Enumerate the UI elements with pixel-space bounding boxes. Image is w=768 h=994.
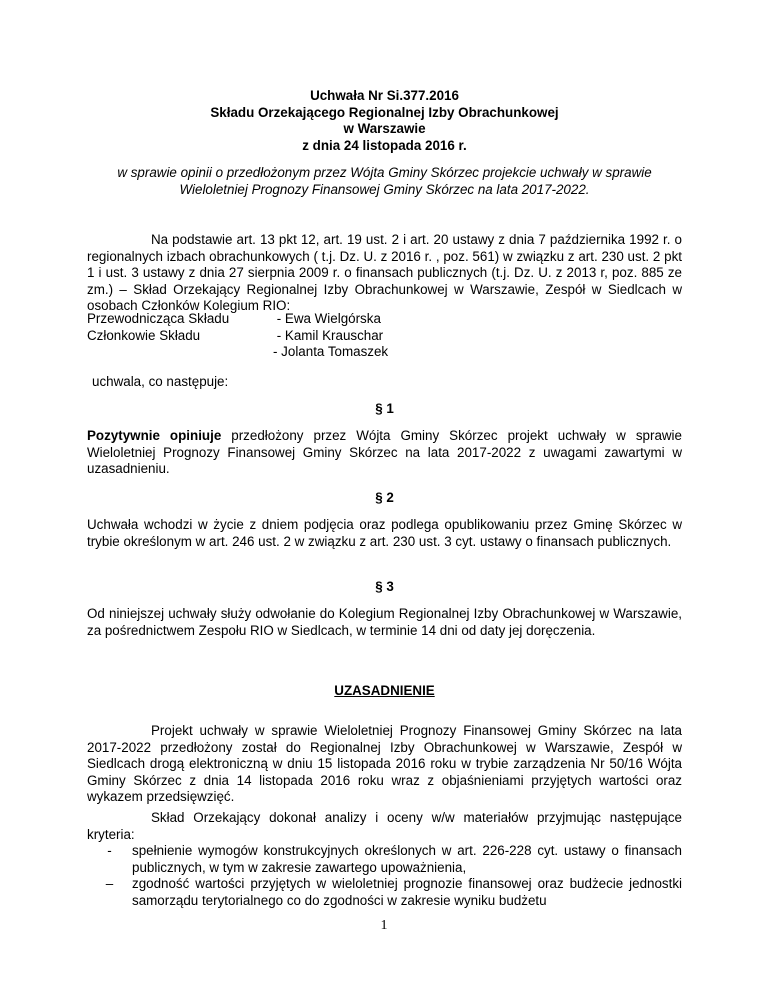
- panel-members: [87, 311, 682, 361]
- title-line-city: w Warszawie: [343, 121, 426, 136]
- chair-row: [87, 311, 682, 328]
- list-item-text: spełnienie wymogów konstrukcyjnych określonych w art. 226-228 cyt. ustawy o finansach publicznych, w tym w zakresie zawartego upoważnienia,: [132, 843, 682, 875]
- section-1-label: § 1: [375, 401, 394, 416]
- list-bullet: –: [105, 876, 114, 891]
- criteria-list: [87, 843, 682, 909]
- title-line-date: z dnia 24 listopada 2016 r.: [302, 137, 467, 153]
- resolution-subject: w sprawie opinii o przedłożonym przez Wójta Gminy Skórzec projekcie uchwały w sprawie Wieloletniej Prognozy Finansowej Gminy Skórzec na lata 2017-2022.: [117, 165, 652, 197]
- members-role: Członkowie Składu: [87, 327, 201, 343]
- section-1-body: przedłożony przez Wójta Gminy Skórzec projekt uchwały w sprawie Wieloletniej Prognozy Finansowej Gminy Skórzec na lata 2017-2022 z uwagami zawartymi w uzasadnieniu.: [87, 428, 682, 476]
- justification-heading: UZASADNIENIE: [334, 683, 435, 698]
- section-3-label: § 3: [375, 579, 394, 594]
- section-3-text: Od niniejszej uchwały służy odwołanie do Kolegium Regionalnej Izby Obrachunkowej w Warszawie, za pośrednictwem Zespołu RIO w Siedlcach, w terminie 14 dni od daty jej doręczenia.: [87, 606, 682, 638]
- section-1-bold: Pozytywnie opiniuje: [87, 428, 222, 443]
- title-line-number: Uchwała Nr Si.377.2016: [310, 88, 459, 103]
- list-item: [87, 843, 682, 876]
- section-1-text: [87, 428, 682, 478]
- list-item: [87, 876, 682, 909]
- title-line-body: Składu Orzekającego Regionalnej Izby Obrachunkowej: [210, 104, 559, 120]
- member-name: - Kamil Krauschar: [273, 327, 384, 343]
- member-name: - Jolanta Tomaszek: [273, 344, 389, 359]
- justification-paragraph-2: Skład Orzekający dokonał analizy i oceny w/w materiałów przyjmując następujące kryteria:: [87, 810, 682, 842]
- list-item-text: zgodność wartości przyjętych w wieloletniej prognozie finansowej oraz budżecie jednostki samorządu terytorialnego co do zgodności w zakresie wyniku budżetu: [132, 876, 682, 908]
- decides-line: uchwala, co następuje:: [92, 374, 229, 389]
- section-2-text: Uchwała wchodzi w życie z dniem podjęcia oraz podlega opublikowaniu przez Gminę Skórzec w trybie określonym w art. 246 ust. 2 w związku z art. 230 ust. 3 cyt. ustawy o finansach publicznych.: [87, 517, 682, 549]
- chair-role: Przewodnicząca Składu: [87, 311, 230, 326]
- members-row: [87, 328, 682, 345]
- page-number: 1: [380, 918, 388, 933]
- legal-basis-paragraph: Na podstawie art. 13 pkt 12, art. 19 ust. 2 i art. 20 ustawy z dnia 7 października 1992 r. o regionalnych izbach obrachunkowych ( t.j. Dz. U. z 2016 r. , poz. 561) w związku z art. 230 ust. 2 pkt 1 i ust. 3 ustawy z dnia 27 sierpnia 2009 r. o finansach publicznych (t.j. Dz. U. z 2013 r, poz. 885 ze zm.) – Skład Orzekający Regionalnej Izby Obrachunkowej w Warszawie, Zespół w Siedlcach w osobach Członków Kolegium RIO:: [87, 232, 682, 313]
- members-row-2: [87, 344, 682, 361]
- justification-paragraph-1: Projekt uchwały w sprawie Wieloletniej Prognozy Finansowej Gminy Skórzec na lata 2017-2022 przedłożony został do Regionalnej Izby Obrachunkowej w Warszawie, Zespół w Siedlcach drogą elektroniczną w dniu 15 listopada 2016 roku w trybie zarządzenia Nr 50/16 Wójta Gminy Skórzec z dnia 14 listopada 2016 roku wraz z objaśnieniami przyjętych wartości oraz wykazem przedsięwzięć.: [87, 723, 682, 804]
- resolution-title: [87, 88, 682, 154]
- chair-name: - Ewa Wielgórska: [273, 311, 381, 326]
- section-2-label: § 2: [375, 490, 394, 505]
- list-bullet: -: [107, 843, 112, 858]
